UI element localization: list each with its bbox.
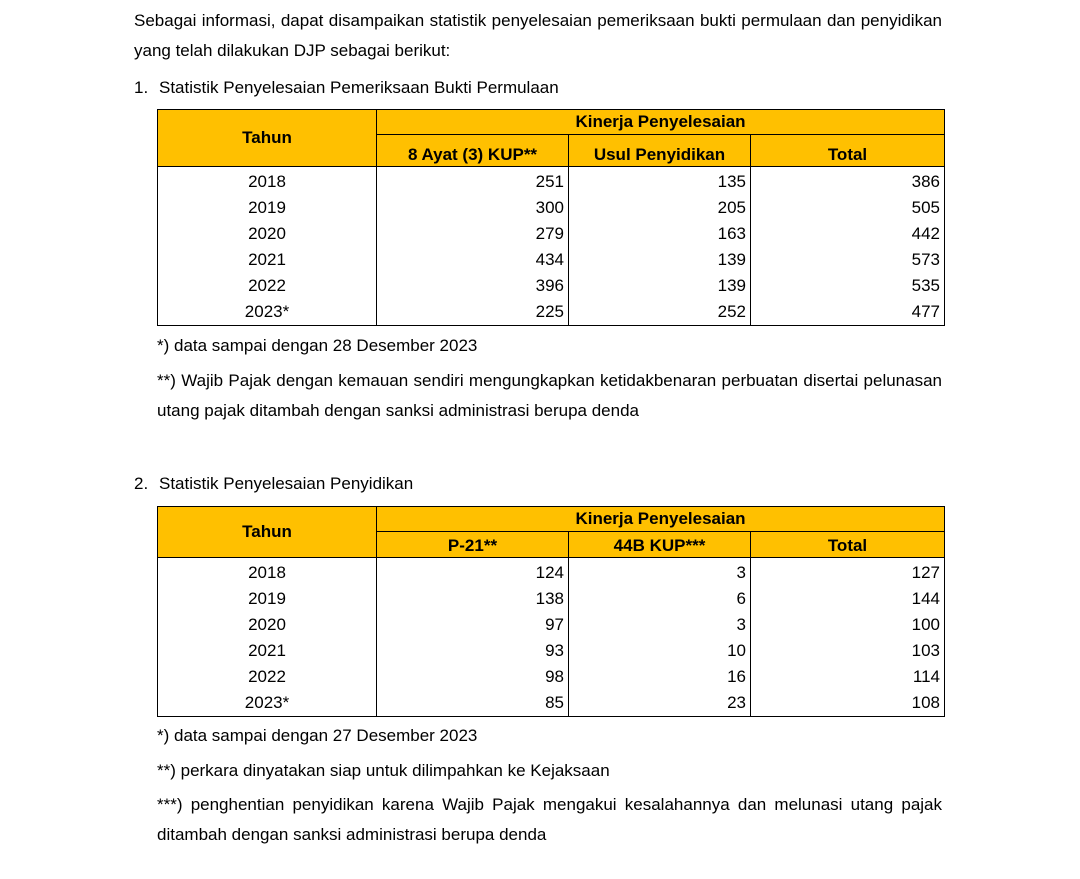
- header-col2: 44B KUP***: [569, 532, 751, 558]
- section2-title-text: Statistik Penyelesaian Penyidikan: [159, 474, 414, 493]
- cell-total: 442: [751, 221, 945, 247]
- cell-value: 10: [569, 638, 751, 664]
- cell-value: 3: [569, 558, 751, 587]
- section1-number: 1.: [134, 78, 149, 97]
- table-row: [158, 664, 945, 690]
- cell-value: 434: [377, 247, 569, 273]
- header-tahun: Tahun: [158, 110, 377, 167]
- header-tahun: Tahun: [158, 507, 377, 558]
- cell-value: 124: [377, 558, 569, 587]
- cell-total: 535: [751, 273, 945, 299]
- cell-total: 386: [751, 167, 945, 196]
- cell-total: 108: [751, 690, 945, 717]
- section1-title: [134, 78, 559, 98]
- table-row: [158, 247, 945, 273]
- cell-year: 2020: [158, 612, 377, 638]
- cell-value: 3: [569, 612, 751, 638]
- cell-value: 135: [569, 167, 751, 196]
- table-row: [158, 221, 945, 247]
- footnote-kup: **) Wajib Pajak dengan kemauan sendiri mengungkapkan ketidakbenaran perbuatan disertai pelunasan utang pajak ditambah dengan sanksi administrasi berupa denda: [157, 371, 942, 420]
- cell-year: 2019: [158, 586, 377, 612]
- table-row: [158, 638, 945, 664]
- cell-total: 114: [751, 664, 945, 690]
- footnote-p21: **) perkara dinyatakan siap untuk dilimpahkan ke Kejaksaan: [157, 761, 610, 780]
- cell-total: 103: [751, 638, 945, 664]
- cell-value: 139: [569, 273, 751, 299]
- cell-total: 144: [751, 586, 945, 612]
- cell-value: 251: [377, 167, 569, 196]
- cell-year: 2022: [158, 664, 377, 690]
- cell-value: 98: [377, 664, 569, 690]
- header-total: Total: [751, 135, 945, 167]
- table-penyidikan: [157, 506, 945, 717]
- cell-year: 2022: [158, 273, 377, 299]
- cell-value: 225: [377, 299, 569, 326]
- cell-year: 2019: [158, 195, 377, 221]
- cell-value: 97: [377, 612, 569, 638]
- cell-value: 205: [569, 195, 751, 221]
- cell-year: 2018: [158, 558, 377, 587]
- cell-total: 100: [751, 612, 945, 638]
- table-row: [158, 612, 945, 638]
- footnote-date: *) data sampai dengan 28 Desember 2023: [157, 336, 478, 355]
- header-col1: 8 Ayat (3) KUP**: [377, 135, 569, 167]
- table-row: [158, 690, 945, 717]
- header-total: Total: [751, 532, 945, 558]
- cell-value: 93: [377, 638, 569, 664]
- section2-number: 2.: [134, 474, 149, 493]
- cell-total: 477: [751, 299, 945, 326]
- cell-year: 2021: [158, 247, 377, 273]
- footnote-date: *) data sampai dengan 27 Desember 2023: [157, 726, 478, 745]
- section2-title: [134, 474, 413, 494]
- cell-value: 279: [377, 221, 569, 247]
- cell-value: 16: [569, 664, 751, 690]
- cell-year: 2020: [158, 221, 377, 247]
- section1-title-text: Statistik Penyelesaian Pemeriksaan Bukti Permulaan: [159, 78, 559, 97]
- cell-value: 139: [569, 247, 751, 273]
- table-row: [158, 273, 945, 299]
- intro-paragraph: Sebagai informasi, dapat disampaikan statistik penyelesaian pemeriksaan bukti permulaan dan penyidikan yang telah dilakukan DJP sebagai berikut:: [134, 11, 942, 60]
- cell-year: 2018: [158, 167, 377, 196]
- cell-total: 505: [751, 195, 945, 221]
- header-col1: P-21**: [377, 532, 569, 558]
- cell-value: 6: [569, 586, 751, 612]
- cell-value: 163: [569, 221, 751, 247]
- footnote-44b: ***) penghentian penyidikan karena Wajib Pajak mengakui kesalahannya dan melunasi utang pajak ditambah dengan sanksi administrasi berupa denda: [157, 795, 942, 844]
- cell-value: 23: [569, 690, 751, 717]
- cell-total: 573: [751, 247, 945, 273]
- cell-value: 138: [377, 586, 569, 612]
- cell-year: 2023*: [158, 690, 377, 717]
- table-row: [158, 558, 945, 587]
- header-kinerja: Kinerja Penyelesaian: [377, 110, 945, 135]
- table-row: [158, 586, 945, 612]
- table-bukti-permulaan: [157, 109, 945, 326]
- cell-value: 85: [377, 690, 569, 717]
- cell-value: 300: [377, 195, 569, 221]
- table-row: [158, 195, 945, 221]
- table-row: [158, 167, 945, 196]
- cell-value: 252: [569, 299, 751, 326]
- cell-total: 127: [751, 558, 945, 587]
- cell-year: 2023*: [158, 299, 377, 326]
- header-kinerja: Kinerja Penyelesaian: [377, 507, 945, 532]
- table-row: [158, 299, 945, 326]
- header-col2: Usul Penyidikan: [569, 135, 751, 167]
- cell-value: 396: [377, 273, 569, 299]
- cell-year: 2021: [158, 638, 377, 664]
